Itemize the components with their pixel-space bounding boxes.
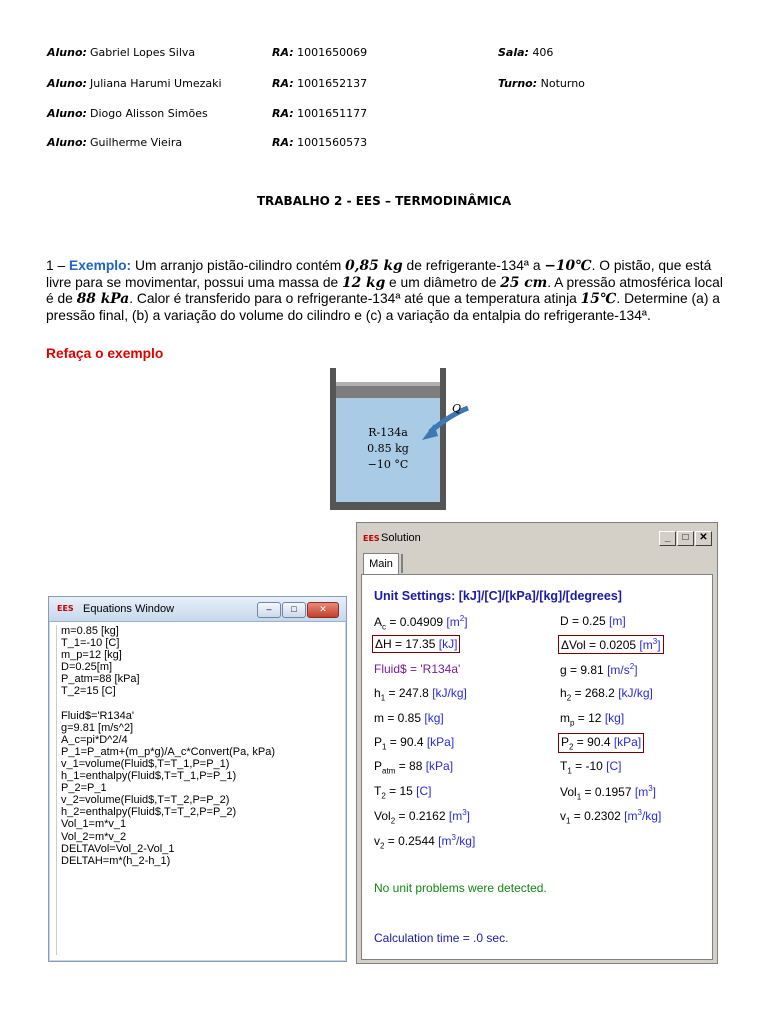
value-vol2: Vol$_2$ = 0.2162 $[m^3]$: [374, 808, 470, 826]
fluid-label: R-134a: [368, 426, 408, 439]
page-title: TRABALHO 2 - EES – TERMODINÂMICA: [256, 194, 512, 208]
value-g: g = 9.81 $[m/s^2]$: [560, 662, 638, 677]
equation-line: D=0.25[m]: [61, 661, 113, 674]
equation-line: v_2=volume(Fluid$,T=T_2,P=P_2): [61, 794, 230, 807]
redo-label: Refaça o exemplo: [46, 346, 164, 361]
ra-row: RA: 1001652137: [272, 77, 368, 90]
minimize-button[interactable]: –: [257, 602, 281, 618]
student-row: Aluno: Juliana Harumi Umezaki: [47, 77, 222, 90]
equation-line: T_2=15 [C]: [61, 685, 116, 698]
solution-window[interactable]: [356, 522, 718, 964]
equation-line: Fluid$='R134a': [61, 709, 134, 722]
value-h2: $h_2 = 268.2$ [kJ/kg]: [560, 686, 653, 703]
maximize-button[interactable]: □: [282, 602, 306, 618]
solution-titlebar[interactable]: [357, 523, 717, 553]
equation-line: m=0.85 [kg]: [61, 625, 119, 637]
cylinder-left-wall: [330, 368, 336, 508]
value-m: m = 0.85 [kg]: [374, 711, 444, 725]
cylinder-right-wall: [440, 368, 446, 508]
value-t2: $T_2 = 15$ [C]: [374, 784, 432, 801]
ees-icon: EES: [57, 604, 74, 613]
close-button[interactable]: ✕: [307, 602, 339, 618]
student-row: Aluno: Guilherme Vieira: [47, 136, 183, 149]
close-button[interactable]: ✕: [695, 531, 712, 546]
student-row: Aluno: Gabriel Lopes Silva: [47, 46, 196, 59]
tab-separator: [401, 554, 403, 573]
equation-line: v_1=volume(Fluid$,T=T_1,P=P_1): [61, 757, 230, 770]
header-students: [47, 46, 747, 156]
value-delta-vol: ΔVol = 0.0205 $[m^3]$: [558, 635, 664, 654]
equation-line: DELTAH=m*(h_2-h_1): [61, 854, 171, 867]
ra-row: RA: 1001650069: [272, 46, 368, 59]
equations-titlebar[interactable]: [49, 597, 346, 622]
value-p1: $P_1 = 90.4$ [kPa]: [374, 735, 455, 752]
value-patm: $P_{atm} = 88$ [kPa]: [374, 759, 454, 776]
equation-line: Vol_1=m*v_1: [61, 818, 127, 831]
equation-line: h_1=enthalpy(Fluid$,T=T_1,P=P_1): [61, 770, 237, 783]
equations-editor[interactable]: [56, 625, 337, 955]
unit-settings: Unit Settings: [kJ]/[C]/[kPa]/[kg]/[degrees]: [374, 589, 622, 603]
equation-line: Vol_2=m*v_2: [61, 830, 127, 843]
turno: Turno: Noturno: [498, 77, 585, 90]
equation-line: P_atm=88 [kPa]: [61, 673, 140, 686]
equation-line: DELTAVol=Vol_2-Vol_1: [61, 842, 175, 855]
value-ac: $A_c = 0.04909$ $[m^2]$: [374, 614, 468, 632]
solution-title: Solution: [381, 532, 421, 544]
equation-line: A_c=pi*D^2/4: [61, 733, 128, 746]
example-label: Exemplo:: [69, 258, 132, 273]
calc-time: Calculation time = .0 sec.: [374, 931, 509, 945]
equation-line: P_1=P_atm+(m_p*g)/A_c*Convert(Pa, kPa): [61, 745, 275, 758]
solution-body: [361, 574, 713, 960]
ees-icon: EES: [363, 534, 380, 543]
value-fluid: Fluid$ = 'R134a': [374, 662, 461, 676]
equation-line: m_p=12 [kg]: [61, 649, 122, 662]
student-row: Aluno: Diogo Alisson Simões: [47, 107, 208, 120]
fluid-mass: 0.85 kg: [367, 442, 409, 455]
value-v1: $v_1 = 0.2302$ $[m^3/kg]$: [560, 808, 662, 826]
piston-cylinder-figure: [330, 368, 470, 512]
value-mp: $m_p = 12$ [kg]: [560, 711, 625, 728]
sala: Sala: 406: [498, 46, 554, 59]
equations-window[interactable]: [48, 596, 347, 962]
cylinder-bottom: [330, 502, 446, 510]
ra-row: RA: 1001651177: [272, 107, 368, 120]
piston: [336, 386, 440, 398]
value-v2: $v_2 = 0.2544$ $[m^3/kg]$: [374, 833, 476, 851]
value-h1: $h_1 = 247.8$ [kJ/kg]: [374, 686, 467, 703]
equation-line: g=9.81 [m/s^2]: [61, 721, 134, 734]
equation-line: T_1=-10 [C]: [61, 637, 120, 650]
value-vol1: Vol$_1$ = 0.1957 $[m^3]$: [560, 784, 656, 802]
value-t1: $T_1 = -10$ [C]: [560, 759, 622, 776]
tab-main[interactable]: Main: [363, 553, 399, 574]
value-p2: $P_2 = 90.4$ [kPa]: [558, 733, 644, 753]
equation-line: h_2=enthalpy(Fluid$,T=T_2,P=P_2): [61, 806, 237, 819]
fluid-temp: −10 °C: [367, 458, 409, 471]
equations-title: Equations Window: [83, 603, 175, 615]
ra-row: RA: 1001560573: [272, 136, 368, 149]
status-message: No unit problems were detected.: [374, 881, 547, 895]
value-d: D = 0.25 [m]: [560, 614, 626, 628]
heat-label: Q: [452, 402, 462, 415]
maximize-button[interactable]: □: [677, 531, 694, 546]
piston-top: [336, 382, 440, 386]
equation-line: P_2=P_1: [61, 782, 107, 795]
equation-line: [57, 698, 337, 710]
value-delta-h: ΔH = 17.35 [kJ]: [372, 635, 460, 653]
minimize-button[interactable]: _: [659, 531, 676, 546]
problem-text: 1 – Exemplo: Um arranjo pistão-cilindro contém 0,85 kg de refrigerante-134ª a −10℃. O pistão, que está livre para se movimentar, possui uma massa de 12 kg e um diâmetro de 25 cm. A pressão atmosférica local é de 88 kPa. Calor é transferido para o refrigerante-134ª até que a temperatura atinja 15℃. Determine (a) a pressão final, (b) a variação do volume do cilindro e (c) a variação da entalpia do refrigerante-134ª.: [46, 258, 723, 323]
